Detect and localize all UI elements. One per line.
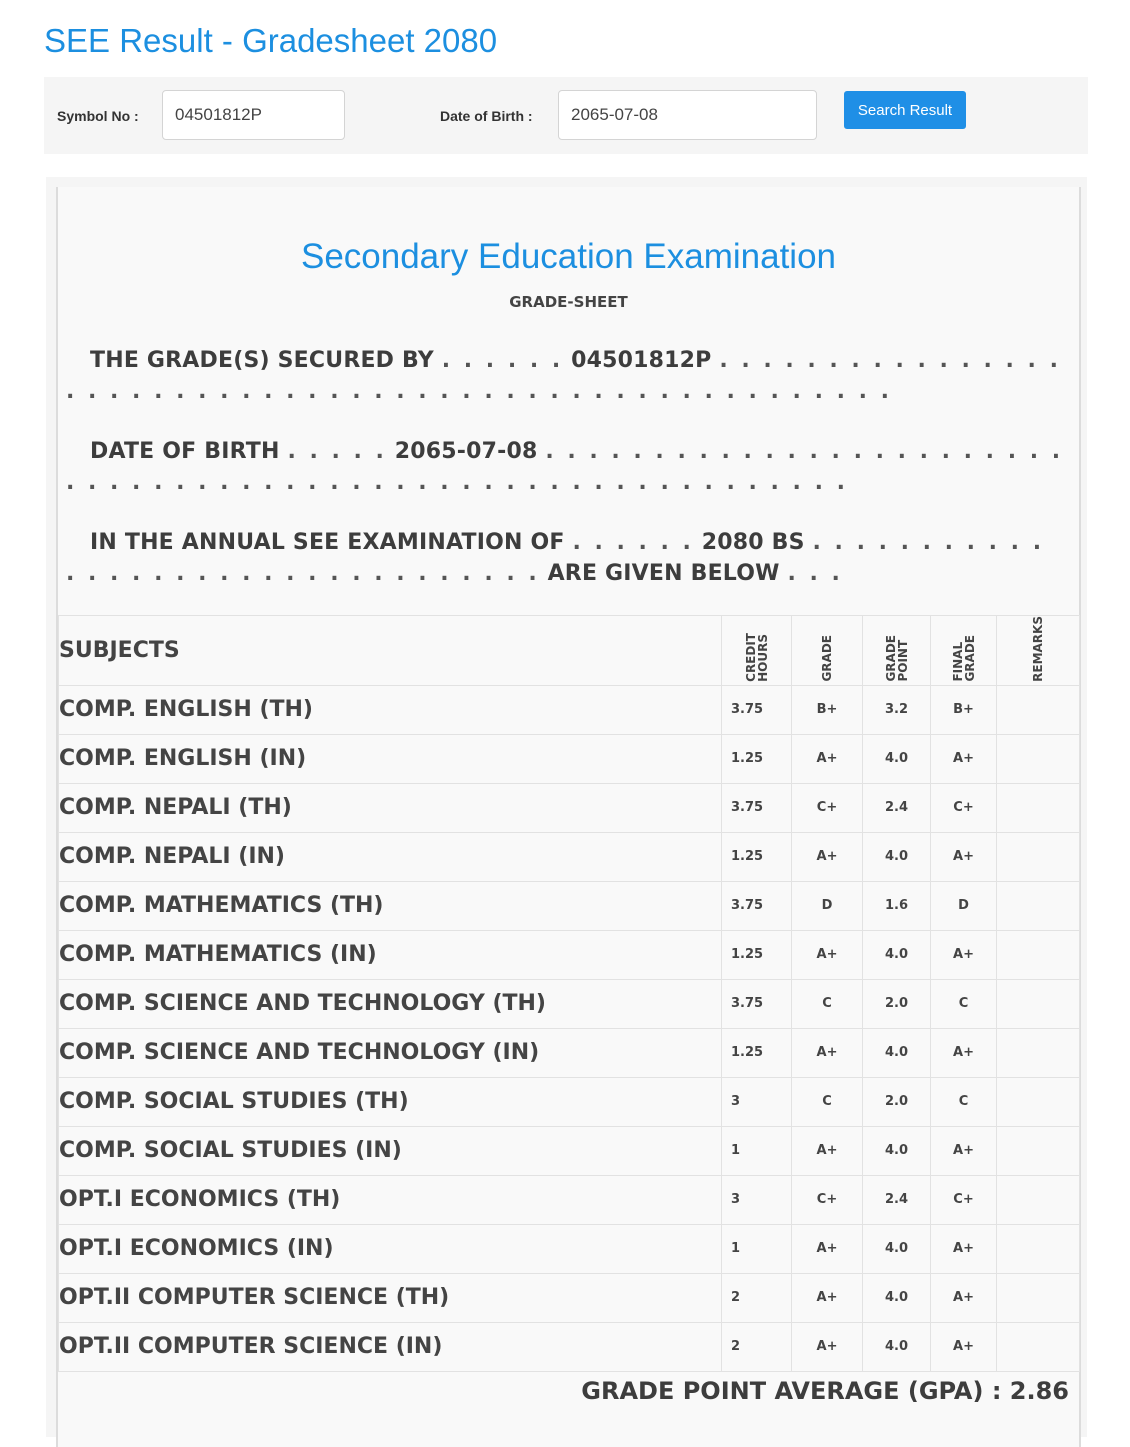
exam-line bbox=[66, 527, 1066, 589]
gpa-line bbox=[581, 1377, 1069, 1405]
remarks-cell bbox=[997, 734, 1080, 783]
dob-line-label: DATE OF BIRTH bbox=[90, 439, 280, 464]
table-header-row bbox=[59, 616, 1080, 686]
subject-cell: COMP. ENGLISH (TH) bbox=[59, 685, 722, 734]
subject-cell: COMP. MATHEMATICS (TH) bbox=[59, 881, 722, 930]
final-grade-cell: A+ bbox=[931, 1224, 997, 1273]
credit-hours-header bbox=[722, 616, 792, 686]
grade-cell: C bbox=[792, 1077, 863, 1126]
dots: . . . . . . . . . . . . . . . . . . . . . . . . . . . . . . . . . . . . . . . . . . . . . . . . . . . . . . bbox=[66, 348, 1061, 404]
remarks-cell bbox=[997, 1224, 1080, 1273]
remarks-cell bbox=[997, 1322, 1080, 1371]
grade-point-header bbox=[863, 616, 931, 686]
grade-point-cell: 1.6 bbox=[863, 881, 931, 930]
secured-by-line bbox=[66, 345, 1066, 407]
final-grade-cell: D bbox=[931, 881, 997, 930]
grade-point-cell: 2.0 bbox=[863, 979, 931, 1028]
exam-title: Secondary Education Examination bbox=[300, 237, 837, 276]
table-row bbox=[59, 832, 1080, 881]
credit-hours-cell: 3 bbox=[722, 1175, 792, 1224]
subject-cell: COMP. NEPALI (TH) bbox=[59, 783, 722, 832]
final-grade-cell: A+ bbox=[931, 832, 997, 881]
gpa-value: 2.86 bbox=[1009, 1377, 1069, 1405]
search-result-button[interactable]: Search Result bbox=[844, 91, 966, 129]
grade-point-header-text: GRADE POINT bbox=[883, 635, 910, 682]
grade-point-cell: 2.4 bbox=[863, 783, 931, 832]
gradesheet-subtitle: GRADE-SHEET bbox=[509, 293, 628, 311]
dob-line-value: 2065-07-08 bbox=[394, 439, 538, 464]
remarks-cell bbox=[997, 1077, 1080, 1126]
grade-cell: A+ bbox=[792, 734, 863, 783]
final-grade-cell: A+ bbox=[931, 1273, 997, 1322]
grade-cell: A+ bbox=[792, 930, 863, 979]
final-grade-cell: A+ bbox=[931, 1322, 997, 1371]
remarks-cell bbox=[997, 930, 1080, 979]
gradesheet bbox=[56, 187, 1081, 1447]
subject-cell: OPT.I ECONOMICS (TH) bbox=[59, 1175, 722, 1224]
grade-header bbox=[792, 616, 863, 686]
table-row bbox=[59, 1322, 1080, 1371]
credit-hours-cell: 3.75 bbox=[722, 881, 792, 930]
grade-point-cell: 4.0 bbox=[863, 1322, 931, 1371]
grade-cell: D bbox=[792, 881, 863, 930]
grade-point-cell: 4.0 bbox=[863, 1273, 931, 1322]
grade-cell: A+ bbox=[792, 1273, 863, 1322]
subject-cell: COMP. NEPALI (IN) bbox=[59, 832, 722, 881]
gpa-label: GRADE POINT AVERAGE (GPA) : bbox=[581, 1377, 1002, 1405]
credit-hours-cell: 1 bbox=[722, 1126, 792, 1175]
grade-point-cell: 4.0 bbox=[863, 832, 931, 881]
symbol-no-label: Symbol No : bbox=[57, 108, 139, 124]
page-title: SEE Result - Gradesheet 2080 bbox=[44, 22, 498, 59]
search-form bbox=[44, 77, 1088, 154]
gradesheet-panel bbox=[46, 177, 1087, 1437]
secured-by-value: 04501812P bbox=[571, 348, 712, 373]
credit-hours-cell: 3.75 bbox=[722, 783, 792, 832]
grade-point-cell: 4.0 bbox=[863, 1126, 931, 1175]
remarks-cell bbox=[997, 783, 1080, 832]
final-grade-cell: C+ bbox=[931, 783, 997, 832]
credit-hours-cell: 1.25 bbox=[722, 1028, 792, 1077]
grade-point-cell: 4.0 bbox=[863, 930, 931, 979]
credit-hours-cell: 3 bbox=[722, 1077, 792, 1126]
credit-hours-cell: 2 bbox=[722, 1273, 792, 1322]
final-grade-cell: C bbox=[931, 979, 997, 1028]
remarks-cell bbox=[997, 1273, 1080, 1322]
credit-hours-cell: 3.75 bbox=[722, 685, 792, 734]
credit-hours-cell: 1.25 bbox=[722, 734, 792, 783]
dots: . . . . . . bbox=[572, 530, 694, 555]
exam-line-value: 2080 BS bbox=[701, 530, 805, 555]
grade-point-cell: 4.0 bbox=[863, 734, 931, 783]
table-row bbox=[59, 1028, 1080, 1077]
grade-point-cell: 2.0 bbox=[863, 1077, 931, 1126]
grades-table bbox=[58, 615, 1080, 1372]
dots: . . . . . . . . . . . . . . . . . . . . . . . . . . . . . . . . . . . . . . . . . . . . . . . . . . . . . . . . . . . . bbox=[66, 439, 1064, 495]
table-row bbox=[59, 930, 1080, 979]
subject-cell: OPT.I ECONOMICS (IN) bbox=[59, 1224, 722, 1273]
final-grade-cell: B+ bbox=[931, 685, 997, 734]
credit-hours-cell: 1.25 bbox=[722, 832, 792, 881]
credit-hours-cell: 1 bbox=[722, 1224, 792, 1273]
table-row bbox=[59, 1175, 1080, 1224]
grade-cell: C+ bbox=[792, 783, 863, 832]
dots: . . . bbox=[787, 561, 843, 586]
remarks-cell bbox=[997, 1028, 1080, 1077]
subject-cell: OPT.II COMPUTER SCIENCE (IN) bbox=[59, 1322, 722, 1371]
secured-by-label: THE GRADE(S) SECURED BY bbox=[90, 348, 434, 373]
credit-hours-cell: 3.75 bbox=[722, 979, 792, 1028]
credit-hours-header-text: CREDIT HOURS bbox=[743, 633, 770, 682]
final-grade-cell: A+ bbox=[931, 1028, 997, 1077]
grade-point-cell: 4.0 bbox=[863, 1224, 931, 1273]
grade-cell: A+ bbox=[792, 1028, 863, 1077]
table-row bbox=[59, 734, 1080, 783]
remarks-cell bbox=[997, 1175, 1080, 1224]
subject-cell: COMP. MATHEMATICS (IN) bbox=[59, 930, 722, 979]
subjects-header: SUBJECTS bbox=[59, 616, 722, 686]
remarks-cell bbox=[997, 832, 1080, 881]
table-row bbox=[59, 979, 1080, 1028]
final-grade-cell: C+ bbox=[931, 1175, 997, 1224]
final-grade-cell: A+ bbox=[931, 930, 997, 979]
final-grade-cell: A+ bbox=[931, 734, 997, 783]
dots: . . . . . . . . . . . . . . . . . . . . . . . . . . . . . . . . . bbox=[66, 530, 1045, 586]
remarks-cell bbox=[997, 881, 1080, 930]
subject-cell: OPT.II COMPUTER SCIENCE (TH) bbox=[59, 1273, 722, 1322]
remarks-cell bbox=[997, 979, 1080, 1028]
dots: . . . . . . bbox=[441, 348, 564, 373]
grade-cell: A+ bbox=[792, 1126, 863, 1175]
grade-point-cell: 3.2 bbox=[863, 685, 931, 734]
remarks-cell bbox=[997, 685, 1080, 734]
table-row bbox=[59, 1224, 1080, 1273]
grade-cell: B+ bbox=[792, 685, 863, 734]
table-row bbox=[59, 1126, 1080, 1175]
given-below-text: ARE GIVEN BELOW bbox=[547, 561, 780, 586]
credit-hours-cell: 2 bbox=[722, 1322, 792, 1371]
symbol-no-input[interactable] bbox=[162, 90, 345, 140]
subject-cell: COMP. SOCIAL STUDIES (IN) bbox=[59, 1126, 722, 1175]
final-grade-header bbox=[931, 616, 997, 686]
grade-point-cell: 2.4 bbox=[863, 1175, 931, 1224]
table-row bbox=[59, 685, 1080, 734]
final-grade-header-text: FINAL GRADE bbox=[950, 635, 977, 682]
dob-input[interactable] bbox=[558, 90, 817, 140]
dob-line bbox=[66, 436, 1066, 498]
table-row bbox=[59, 783, 1080, 832]
grade-header-text: GRADE bbox=[820, 635, 834, 682]
table-row bbox=[59, 881, 1080, 930]
dots: . . . . . bbox=[287, 439, 387, 464]
subject-cell: COMP. SOCIAL STUDIES (TH) bbox=[59, 1077, 722, 1126]
credit-hours-cell: 1.25 bbox=[722, 930, 792, 979]
grade-cell: A+ bbox=[792, 1322, 863, 1371]
final-grade-cell: C bbox=[931, 1077, 997, 1126]
dob-label: Date of Birth : bbox=[440, 108, 533, 124]
subject-cell: COMP. SCIENCE AND TECHNOLOGY (IN) bbox=[59, 1028, 722, 1077]
subject-cell: COMP. SCIENCE AND TECHNOLOGY (TH) bbox=[59, 979, 722, 1028]
grade-cell: A+ bbox=[792, 832, 863, 881]
subject-cell: COMP. ENGLISH (IN) bbox=[59, 734, 722, 783]
remarks-header bbox=[997, 616, 1080, 686]
grade-cell: A+ bbox=[792, 1224, 863, 1273]
remarks-cell bbox=[997, 1126, 1080, 1175]
grade-cell: C+ bbox=[792, 1175, 863, 1224]
grade-point-cell: 4.0 bbox=[863, 1028, 931, 1077]
table-row bbox=[59, 1273, 1080, 1322]
remarks-header-text: REMARKS bbox=[1031, 616, 1045, 682]
final-grade-cell: A+ bbox=[931, 1126, 997, 1175]
exam-line-label: IN THE ANNUAL SEE EXAMINATION OF bbox=[90, 530, 565, 555]
grade-cell: C bbox=[792, 979, 863, 1028]
table-row bbox=[59, 1077, 1080, 1126]
